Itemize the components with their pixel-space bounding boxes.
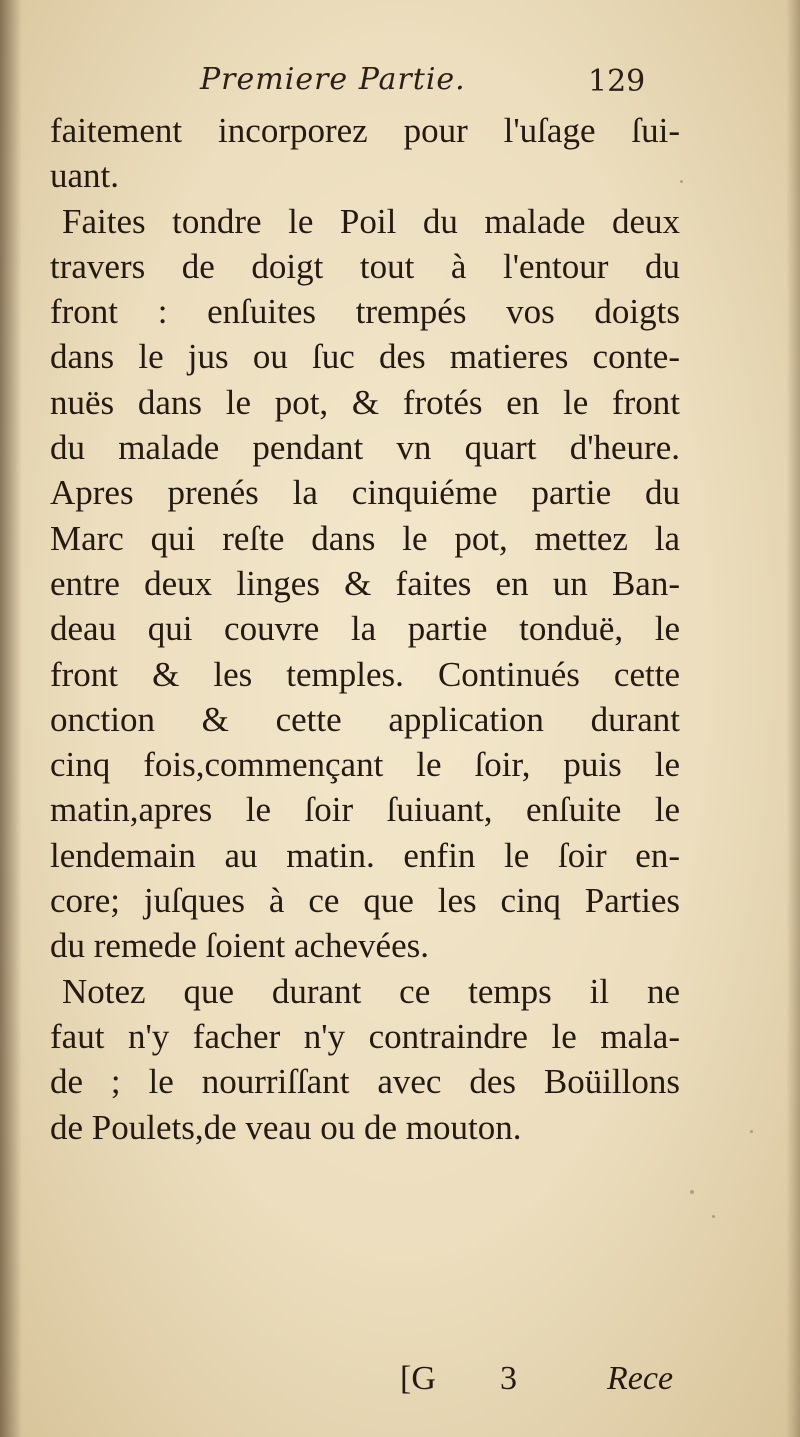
text-line: uant. xyxy=(50,156,120,196)
body-text xyxy=(50,108,680,1150)
text-line: de Poulets,de veau ou de mouton. xyxy=(50,1107,522,1147)
signature-mark: [G xyxy=(400,1360,436,1397)
text-line: deau qui couvre la partie tonduë, le xyxy=(50,609,680,649)
paper-speck xyxy=(680,180,683,183)
text-line: core; juſques à ce que les cinq Parties xyxy=(50,881,680,921)
text-line: dans le jus ou ſuc des matieres conte- xyxy=(50,337,680,377)
text-line: du malade pendant vn quart d'heure. xyxy=(50,428,680,468)
paper-speck xyxy=(560,860,562,862)
running-head-title: Premiere Partie. xyxy=(200,62,466,97)
text-line: Apres prenés la cinquiéme partie du xyxy=(50,473,680,513)
page-number: 129 xyxy=(588,64,646,99)
text-line: Faites tondre le Poil du malade deux xyxy=(62,201,680,241)
text-line: front : enſuites trempés vos doigts xyxy=(50,292,680,332)
signature-number: 3 xyxy=(500,1360,517,1397)
text-line: lendemain au matin. enfin le ſoir en- xyxy=(50,835,680,875)
text-line: travers de doigt tout à l'entour du xyxy=(50,246,680,286)
paper-speck xyxy=(712,1215,715,1218)
text-line: front & les temples. Continués cette xyxy=(50,654,680,694)
text-line: de ; le nourriſſant avec des Boüillons xyxy=(50,1062,680,1102)
page-edge-shadow xyxy=(786,0,800,1437)
paper-speck xyxy=(750,1130,753,1133)
gutter-shadow xyxy=(0,0,22,1437)
text-line: matin,apres le ſoir ſuiuant, enſuite le xyxy=(50,790,680,830)
text-line: Notez que durant ce temps il ne xyxy=(62,971,680,1011)
text-line: nuës dans le pot, & frotés en le front xyxy=(50,382,680,422)
text-line: faut n'y facher n'y contraindre le mala- xyxy=(50,1016,680,1056)
text-line: onction & cette application durant xyxy=(50,699,680,739)
text-line: du remede ſoient achevées. xyxy=(50,926,429,966)
text-line: entre deux linges & faites en un Ban- xyxy=(50,563,680,603)
text-line: faitement incorporez pour l'uſage ſui- xyxy=(50,111,680,150)
text-line: Marc qui reſte dans le pot, mettez la xyxy=(50,518,680,558)
text-line: cinq fois,commençant le ſoir, puis le xyxy=(50,745,680,785)
paper-speck xyxy=(690,1190,694,1194)
catchword: Rece xyxy=(607,1360,674,1397)
